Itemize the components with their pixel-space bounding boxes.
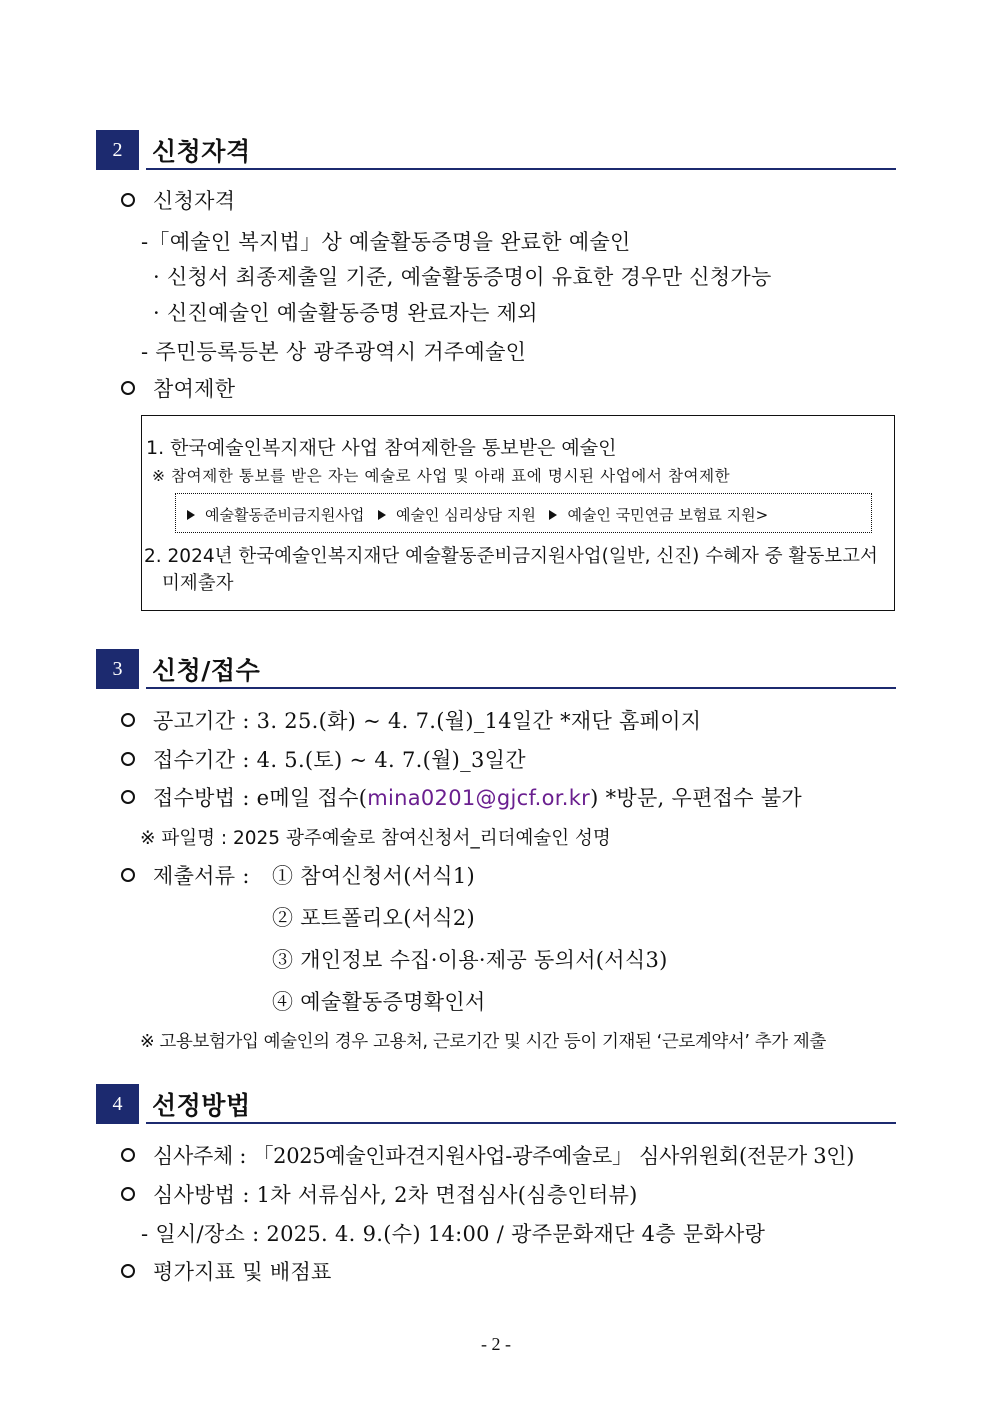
- section-header-4: [96, 1084, 896, 1124]
- triangle-bullet-icon: [187, 510, 195, 520]
- program-list: [183, 504, 768, 525]
- section-rule: [146, 168, 896, 170]
- section-title: 선정방법: [152, 1091, 251, 1120]
- doc-item-1: ① 참여신청서(서식1): [272, 864, 476, 888]
- program-item: 예술인 국민연금 보험료 지원>: [567, 506, 769, 524]
- restriction-line-2a: 2. 2024년 한국예술인복지재단 예술활동준비금지원사업(일반, 신진) 수혜자 중 활동보고서: [144, 546, 878, 567]
- item-review-method: 심사방법 : 1차 서류심사, 2차 면접심사(심층인터뷰): [121, 1179, 638, 1209]
- section-number: 3: [96, 649, 139, 689]
- section-rule: [146, 1122, 896, 1124]
- filename-note: ※ 파일명 : 2025 광주예술로 참여신청서_리더예술인 성명: [140, 828, 611, 849]
- doc-item-4: ④ 예술활동증명확인서: [272, 990, 486, 1014]
- restriction-line-2b: 미제출자: [162, 573, 234, 594]
- triangle-bullet-icon: [378, 510, 386, 520]
- section-header-3: [96, 649, 896, 689]
- circle-bullet-icon: [121, 868, 135, 882]
- page-number: - 2 -: [481, 1334, 511, 1354]
- restriction-line-1: 1. 한국예술인복지재단 사업 참여제한을 통보받은 예술인: [146, 437, 617, 459]
- section-header-2: [96, 130, 896, 170]
- item-documents: 제출서류 :: [121, 860, 250, 890]
- email-link[interactable]: mina0201@gjcf.or.kr: [367, 786, 591, 810]
- item-restriction: 참여제한: [121, 373, 235, 403]
- insurance-note: ※ 고용보험가입 예술인의 경우 고용처, 근로기간 및 시간 등이 기재된 ‘근로계약서’ 추가 제출: [140, 1032, 826, 1052]
- circle-bullet-icon: [121, 1264, 135, 1278]
- circle-bullet-icon: [121, 790, 135, 804]
- doc-item-3: ③ 개인정보 수집·이용·제공 동의서(서식3): [272, 948, 668, 972]
- doc-item-2: ② 포트폴리오(서식2): [272, 906, 476, 930]
- circle-bullet-icon: [121, 1148, 135, 1162]
- item-receipt-method: 접수방법 : e메일 접수(mina0201@gjcf.or.kr) *방문, 우편접수 불가: [121, 782, 802, 812]
- item-notice-period: 공고기간 : 3. 25.(화) ~ 4. 7.(월)_14일간 *재단 홈페이지: [121, 705, 701, 735]
- section-rule: [146, 687, 896, 689]
- item-review-subject: 심사주체 : 「2025예술인파견지원사업-광주예술로」 심사위원회(전문가 3인): [121, 1140, 854, 1170]
- restriction-note: ※ 참여제한 통보를 받은 자는 예술로 사업 및 아래 표에 명시된 사업에서 참여제한: [152, 467, 731, 485]
- sub-item-schedule: - 일시/장소 : 2025. 4. 9.(수) 14:00 / 광주문화재단 4층 문화사랑: [141, 1222, 766, 1246]
- section-number: 4: [96, 1084, 139, 1124]
- program-item: 예술인 심리상담 지원: [395, 506, 536, 524]
- section-title: 신청/접수: [152, 656, 261, 685]
- circle-bullet-icon: [121, 1187, 135, 1201]
- program-item: 예술활동준비금지원사업: [205, 506, 365, 524]
- dot-item-exclude: · 신진예술인 예술활동증명 완료자는 제외: [153, 301, 538, 325]
- item-eligibility: 신청자격: [121, 185, 235, 215]
- circle-bullet-icon: [121, 713, 135, 727]
- circle-bullet-icon: [121, 193, 135, 207]
- sub-item-welfare-law: -「예술인 복지법」상 예술활동증명을 완료한 예술인: [141, 230, 631, 254]
- section-number: 2: [96, 130, 139, 170]
- item-evaluation-criteria: 평가지표 및 배점표: [121, 1256, 332, 1286]
- sub-item-residence: - 주민등록등본 상 광주광역시 거주예술인: [141, 340, 527, 364]
- triangle-bullet-icon: [549, 510, 557, 520]
- item-receipt-period: 접수기간 : 4. 5.(토) ~ 4. 7.(월)_3일간: [121, 744, 526, 774]
- section-title: 신청자격: [152, 137, 251, 166]
- dot-item-valid: · 신청서 최종제출일 기준, 예술활동증명이 유효한 경우만 신청가능: [153, 265, 772, 289]
- circle-bullet-icon: [121, 752, 135, 766]
- circle-bullet-icon: [121, 381, 135, 395]
